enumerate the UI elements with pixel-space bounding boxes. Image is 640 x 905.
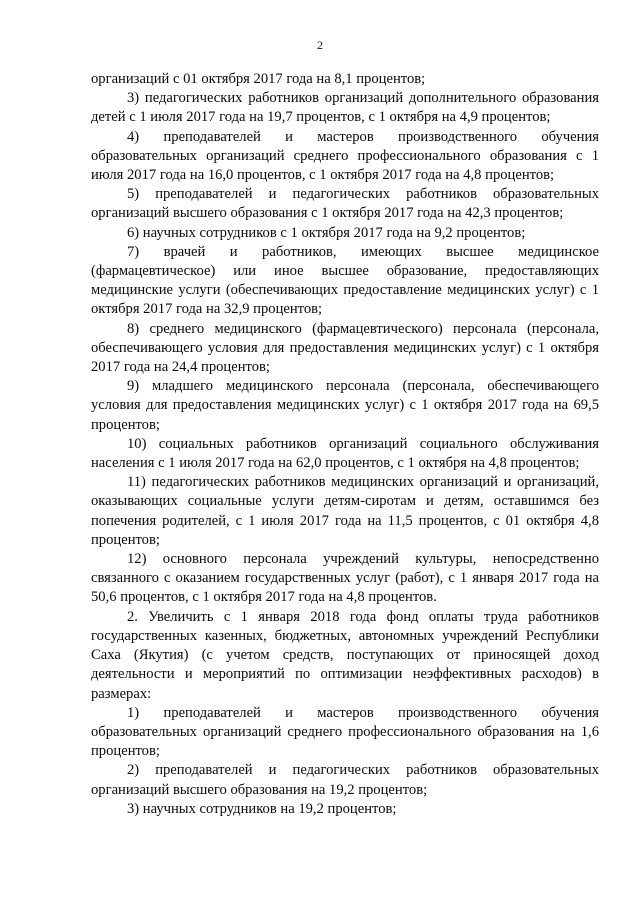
page-number: 2 bbox=[317, 38, 323, 52]
paragraph: 2) преподавателей и педагогических работников образовательных организаций высшего образования на 19,2 процентов; bbox=[91, 762, 599, 798]
paragraph: 2. Увеличить с 1 января 2018 года фонд оплаты труда работников государственных казенных, бюджетных, автономных учреждений Республики Саха (Якутия) (с учетом средств, поступающих от приносящей доход деятельности и мероприятий по оптимизации неэффективных расходов) в размерах: bbox=[91, 608, 599, 702]
paragraph: 5) преподавателей и педагогических работников образовательных организаций высшего образования с 1 октября 2017 года на 42,3 процентов; bbox=[91, 186, 599, 222]
paragraph: 1) преподавателей и мастеров производственного обучения образовательных организаций среднего профессионального образования на 1,6 процентов; bbox=[91, 704, 599, 760]
paragraph: 12) основного персонала учреждений культуры, непосредственно связанного с оказанием государственных услуг (работ), с 1 января 2017 года на 50,6 процентов, с 1 октября 2017 года на 4,8 процентов. bbox=[91, 551, 599, 606]
paragraph: 7) врачей и работников, имеющих высшее медицинское (фармацевтическое) или иное высшее образование, предоставляющих медицинские услуги (обеспечивающих предоставление медицинских услуг) с 1 октября 2017 года на 32,9 процентов; bbox=[91, 243, 599, 318]
paragraph: 10) социальных работников организаций социального обслуживания населения с 1 июля 2017 года на 62,0 процентов, с 1 октября на 4,8 процентов; bbox=[91, 435, 599, 472]
paragraph: 6) научных сотрудников с 1 октября 2017 года на 9,2 процентов; bbox=[127, 224, 526, 241]
paragraph: организаций с 01 октября 2017 года на 8,1 процентов; bbox=[91, 71, 426, 87]
paragraph: 9) младшего медицинского персонала (персонала, обеспечивающего условия для предоставления медицинских услуг) с 1 октября 2017 года на 69,5 процентов; bbox=[91, 378, 599, 433]
paragraph: 4) преподавателей и мастеров производственного обучения образовательных организаций среднего профессионального образования с 1 июля 2017 года на 16,0 процентов, с 1 октября 2017 года на 4,8 процентов; bbox=[91, 128, 599, 184]
paragraph: 3) научных сотрудников на 19,2 процентов; bbox=[127, 800, 397, 817]
paragraph: 3) педагогических работников организаций дополнительного образования детей с 1 июля 2017 года на 19,7 процентов, с 1 октября на 4,9 процентов; bbox=[91, 90, 599, 126]
paragraph: 8) среднего медицинского (фармацевтического) персонала (персонала, обеспечивающего условия для предоставления медицинских услуг) с 1 октября 2017 года на 24,4 процентов; bbox=[91, 320, 599, 376]
paragraph: 11) педагогических работников медицинских организаций и организаций, оказывающих социальные услуги детям-сиротам и детям, оставшимся без попечения родителей, с 1 июля 2017 года на 11,5 процентов, с 01 октября 4,8 процентов; bbox=[91, 474, 599, 548]
document-body bbox=[91, 70, 599, 819]
